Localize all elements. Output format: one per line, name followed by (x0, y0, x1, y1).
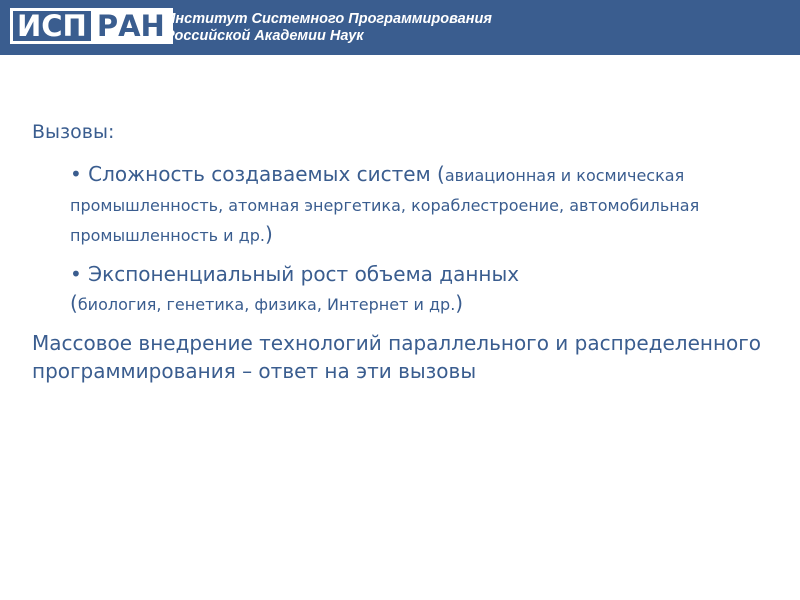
institute-name-line1: Институт Системного Программирования (165, 11, 492, 27)
bullet-lead: Экспоненциальный рост объема данных (88, 262, 520, 286)
bullet-item (70, 160, 772, 250)
bullet-detail: авиационная и космическая промышленность, атомная энергетика, кораблестроение, автомобильная промышленность и др. (70, 166, 700, 245)
logo-right-text: РАН (91, 8, 173, 44)
institute-name (165, 11, 492, 45)
paren-open: ( (437, 162, 445, 186)
logo-left-text: ИСП (10, 8, 91, 44)
paren-close: ) (455, 291, 464, 315)
header-bar (0, 0, 800, 55)
bullet-marker: • (70, 262, 82, 286)
bullet-lead: Сложность создаваемых систем (88, 162, 431, 186)
bullet-detail: биология, генетика, физика, Интернет и др. (77, 295, 456, 314)
slide-content (32, 118, 772, 385)
paren-close: ) (264, 222, 273, 246)
institute-name-line2: Российской Академии Наук (165, 28, 364, 44)
paren-open: ( (70, 291, 78, 315)
challenges-heading: Вызовы: (32, 121, 115, 143)
conclusion-text: Массовое внедрение технологий параллельного и распределенного программирования – ответ на эти вызовы (32, 331, 762, 383)
bullet-marker: • (70, 162, 82, 186)
ispras-logo (10, 8, 173, 44)
bullet-item (70, 260, 772, 319)
